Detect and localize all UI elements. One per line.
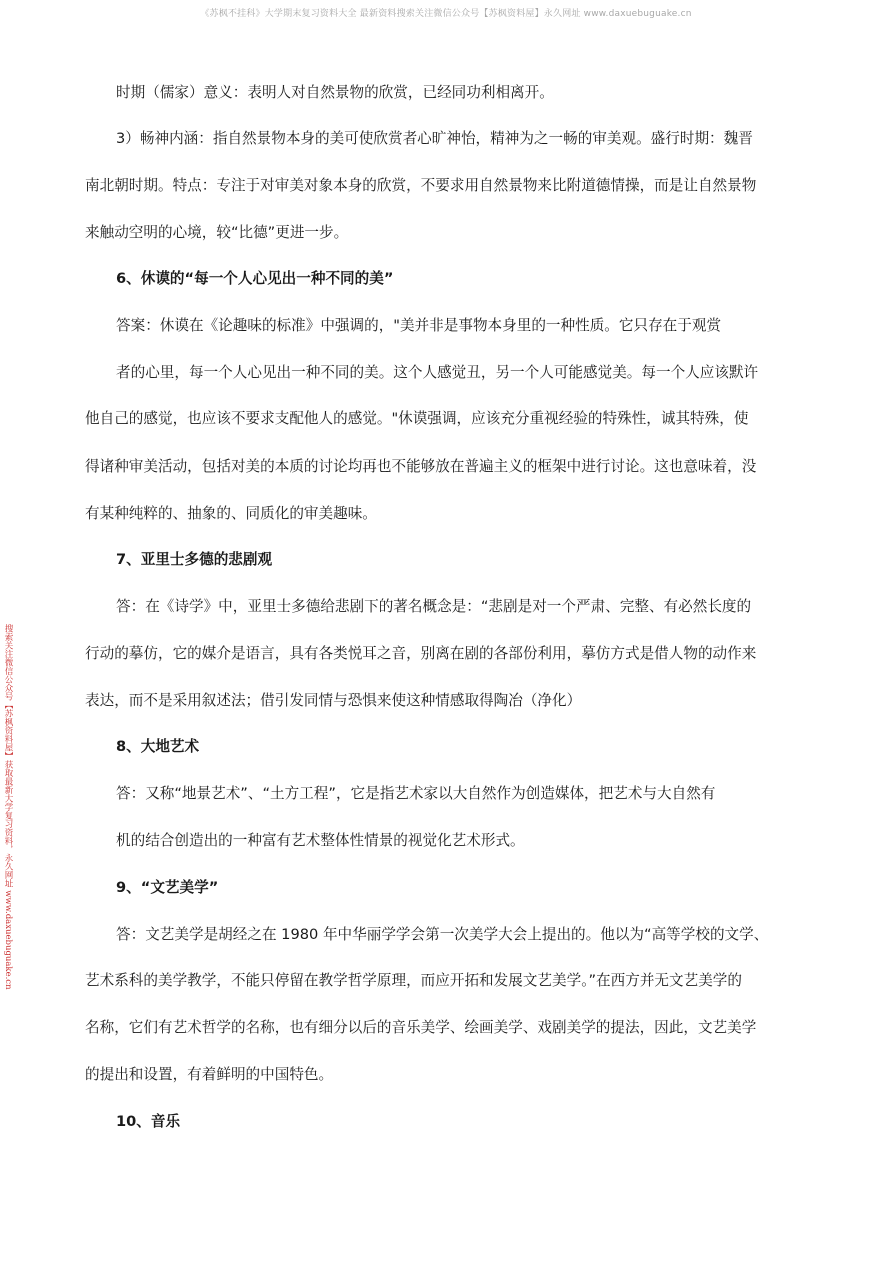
- paragraph-line: 南北朝时期。特点：专注于对审美对象本身的欣赏，不要求用自然景物来比附道德情操，而是让自然景物: [85, 177, 757, 194]
- paragraph-line: 3）畅神内涵：指自然景物本身的美可使欣赏者心旷神怡，精神为之一畅的审美观。盛行时期：魏晋: [116, 130, 753, 147]
- paragraph-line: 他自己的感觉，也应该不要求支配他人的感觉。"休谟强调，应该充分重视经验的特殊性，诚其特殊，使: [85, 410, 749, 427]
- paragraph-line: 机的结合创造出的一种富有艺术整体性情景的视觉化艺术形式。: [116, 832, 525, 849]
- paragraph-line: 名称，它们有艺术哲学的名称，也有细分以后的音乐美学、绘画美学、戏剧美学的提法，因此，文艺美学: [85, 1019, 757, 1036]
- paragraph-line: 得诸种审美活动，包括对美的本质的讨论均再也不能够放在普遍主义的框架中进行讨论。这也意味着，没: [85, 458, 757, 475]
- paragraph-line: 答：又称“地景艺术”、“土方工程”，它是指艺术家以大自然作为创造媒体，把艺术与大自然有: [116, 785, 716, 802]
- paragraph-line: 有某种纯粹的、抽象的、同质化的审美趣味。: [85, 505, 377, 522]
- paragraph-line: 的提出和设置，有着鲜明的中国特色。: [85, 1066, 334, 1083]
- paragraph-line: 答案：休谟在《论趣味的标准》中强调的，"美并非是事物本身里的一种性质。它只存在于观赏: [116, 317, 722, 334]
- paragraph-line: 时期（儒家）意义：表明人对自然景物的欣赏，已经同功利相离开。: [116, 84, 554, 101]
- section-heading-7: 7、亚里士多德的悲剧观: [116, 551, 273, 568]
- page-header: 《苏枫不挂科》大学期末复习资料大全 最新资料搜索关注微信公众号【苏枫资料屋】永久网址 www.daxuebuguake.cn: [200, 9, 692, 19]
- section-heading-6: 6、休谟的“每一个人心见出一种不同的美”: [116, 270, 394, 287]
- section-heading-8: 8、大地艺术: [116, 738, 200, 755]
- section-heading-9: 9、“文艺美学”: [116, 879, 219, 896]
- paragraph-line: 者的心里，每一个人心见出一种不同的美。这个人感觉丑，另一个人可能感觉美。每一个人应该默许: [116, 364, 759, 381]
- paragraph-line: 来触动空明的心境，较“比德”更进一步。: [85, 224, 349, 241]
- paragraph-line: 艺术系科的美学教学，不能只停留在教学哲学原理，而应开拓和发展文艺美学。”在西方并无文艺美学的: [85, 972, 742, 989]
- paragraph-line: 行动的摹仿，它的媒介是语言，具有各类悦耳之音，别离在剧的各部份利用，摹仿方式是借人物的动作来: [85, 645, 757, 662]
- section-heading-10: 10、音乐: [116, 1113, 181, 1130]
- paragraph-line: 表达，而不是采用叙述法；借引发同情与恐惧来使这种情感取得陶冶（净化）: [85, 692, 582, 709]
- paragraph-line: 答：在《诗学》中，亚里士多德给悲剧下的著名概念是：“悲剧是对一个严肃、完整、有必然长度的: [116, 598, 752, 615]
- paragraph-line: 答：文艺美学是胡经之在 1980 年中华丽学学会第一次美学大会上提出的。他以为“高等学校的文学、: [116, 926, 769, 943]
- side-watermark-note: 搜索关注微信公众号【苏枫资料屋】获取最新大学复习资料，永久网址 www.daxuebuguake.cn: [3, 624, 13, 990]
